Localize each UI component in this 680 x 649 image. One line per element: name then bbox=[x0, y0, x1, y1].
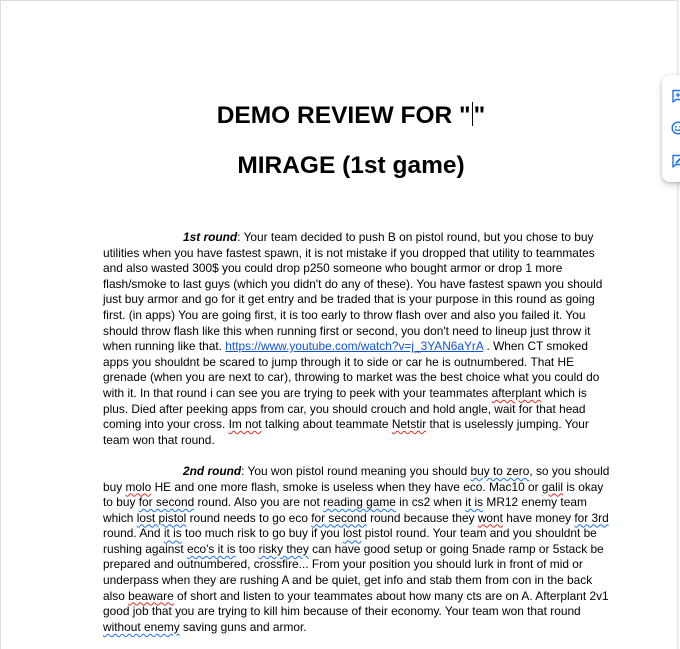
grammar-flag[interactable]: it is bbox=[163, 526, 182, 541]
round-2-text: saving guns and armor. bbox=[179, 619, 307, 634]
round-1-text: talking about teammate bbox=[261, 417, 392, 432]
spelling-flag[interactable]: molo bbox=[125, 479, 152, 494]
add-comment-icon[interactable] bbox=[671, 89, 680, 103]
document-body[interactable] bbox=[103, 230, 613, 649]
round-2-text: too bbox=[235, 541, 259, 556]
title-line-1-prefix: DEMO REVIEW FOR " bbox=[216, 102, 471, 129]
grammar-flag[interactable]: reading game bbox=[323, 495, 396, 510]
grammar-flag[interactable]: lost pistol bbox=[136, 510, 187, 525]
spelling-flag[interactable]: beaware bbox=[128, 588, 174, 603]
grammar-flag[interactable]: risky they bbox=[258, 541, 309, 556]
round-1-text: : Your team decided to push B on pistol round, but you chose to buy utilities when you have fastest spawn, it is not mistake if you dropped that utility to teammates and also wasted 300$ you could drop p250 someone who bought armor or drop 1 more flash/smoke to last guys (which you didn't do any of these). You have fastest spawn you should just buy armor and go for it get entry and be traded that is your purpose in this round as going first. (in apps) You are going first, it is too early to throw flash over and also you failed it. You should throw flash like this when running first or second, you don't need to lineup just throw it when running like that. bbox=[103, 230, 603, 354]
round-1-paragraph[interactable] bbox=[103, 230, 613, 448]
round-1-text: which is plus. Died after peeking apps from car, you should crouch and hold angle, wait for that head coming into your cross. bbox=[103, 385, 587, 432]
round-2-text: round. Also you are not bbox=[194, 495, 324, 510]
grammar-flag[interactable]: eco's it is bbox=[186, 541, 236, 556]
spelling-flag[interactable]: wont bbox=[477, 510, 503, 525]
grammar-flag[interactable]: lost bbox=[342, 526, 362, 541]
round-2-label: 2nd round bbox=[183, 463, 242, 478]
suggest-edits-icon[interactable] bbox=[671, 154, 680, 168]
title-line-1-suffix: " bbox=[473, 102, 486, 129]
round-2-text: of short and listen to your teammates about how many cts are on A. Afterplant 2v1 good job that you are trying to kill him because of their economy. Your team won that round bbox=[103, 588, 609, 619]
round-2-text: : You won pistol round meaning you should bbox=[241, 463, 471, 478]
round-1-text: . When CT smoked apps you shouldnt be scared to jump through it to side or car he is outnumbered. That HE grenade (when you are next to car), throwing to market was the best choice what you could do with it. In that round i can see you are trying to peek with your teammates bbox=[103, 339, 600, 400]
round-2-text: can have good setup or going 5nade ramp or 5stack be prepared and outnumbered, crossfire... From your position you should lurk in front of mid or underpass when they are rushing A and be quiet, get info and stab them from con in the back also bbox=[103, 541, 604, 603]
round-1-label: 1st round bbox=[183, 230, 238, 244]
floating-action-panel bbox=[662, 75, 680, 182]
add-emoji-icon[interactable] bbox=[671, 121, 680, 135]
round-2-text: in cs2 when bbox=[395, 495, 466, 510]
text-cursor bbox=[472, 102, 473, 126]
spelling-flag[interactable]: galil bbox=[541, 479, 564, 494]
document-title-line-1 bbox=[1, 102, 678, 130]
round-1-text: that is uselessly jumping. Your team won that round. bbox=[103, 417, 589, 447]
round-2-text: HE and one more flash, smoke is useless when they have eco. Mac10 or bbox=[151, 479, 542, 494]
youtube-link[interactable]: https://www.youtube.com/watch?v=j_3YAN6aYrA bbox=[225, 339, 484, 354]
grammar-flag[interactable]: without enemy bbox=[103, 619, 180, 634]
round-2-text: round. And bbox=[103, 526, 164, 541]
grammar-flag[interactable]: for 3rd bbox=[574, 510, 609, 525]
round-2-text: round needs to go eco bbox=[186, 510, 312, 525]
round-2-text: MR12 enemy team which bbox=[103, 495, 587, 525]
round-2-text: , so you should buy bbox=[103, 463, 610, 494]
spelling-flag[interactable]: afterplant bbox=[491, 385, 542, 400]
grammar-flag[interactable]: it is bbox=[465, 495, 484, 510]
grammar-flag[interactable]: for second bbox=[138, 495, 195, 510]
grammar-flag[interactable]: for second bbox=[311, 510, 367, 525]
round-2-text: too much risk to go buy if you bbox=[181, 526, 343, 541]
round-2-text: round because they bbox=[366, 510, 478, 525]
grammar-flag[interactable]: buy to zero bbox=[470, 463, 530, 478]
round-2-text: is okay to buy bbox=[103, 479, 604, 510]
document-title-line-2: MIRAGE (1st game) bbox=[237, 152, 465, 179]
spelling-flag[interactable]: Netstir bbox=[391, 417, 427, 432]
round-2-paragraph[interactable] bbox=[103, 464, 613, 636]
spelling-flag[interactable]: Im not bbox=[228, 417, 262, 432]
round-2-text: have money bbox=[502, 510, 575, 525]
round-2-text: pistol round. Your team and you shouldnt be rushing against bbox=[103, 526, 597, 556]
